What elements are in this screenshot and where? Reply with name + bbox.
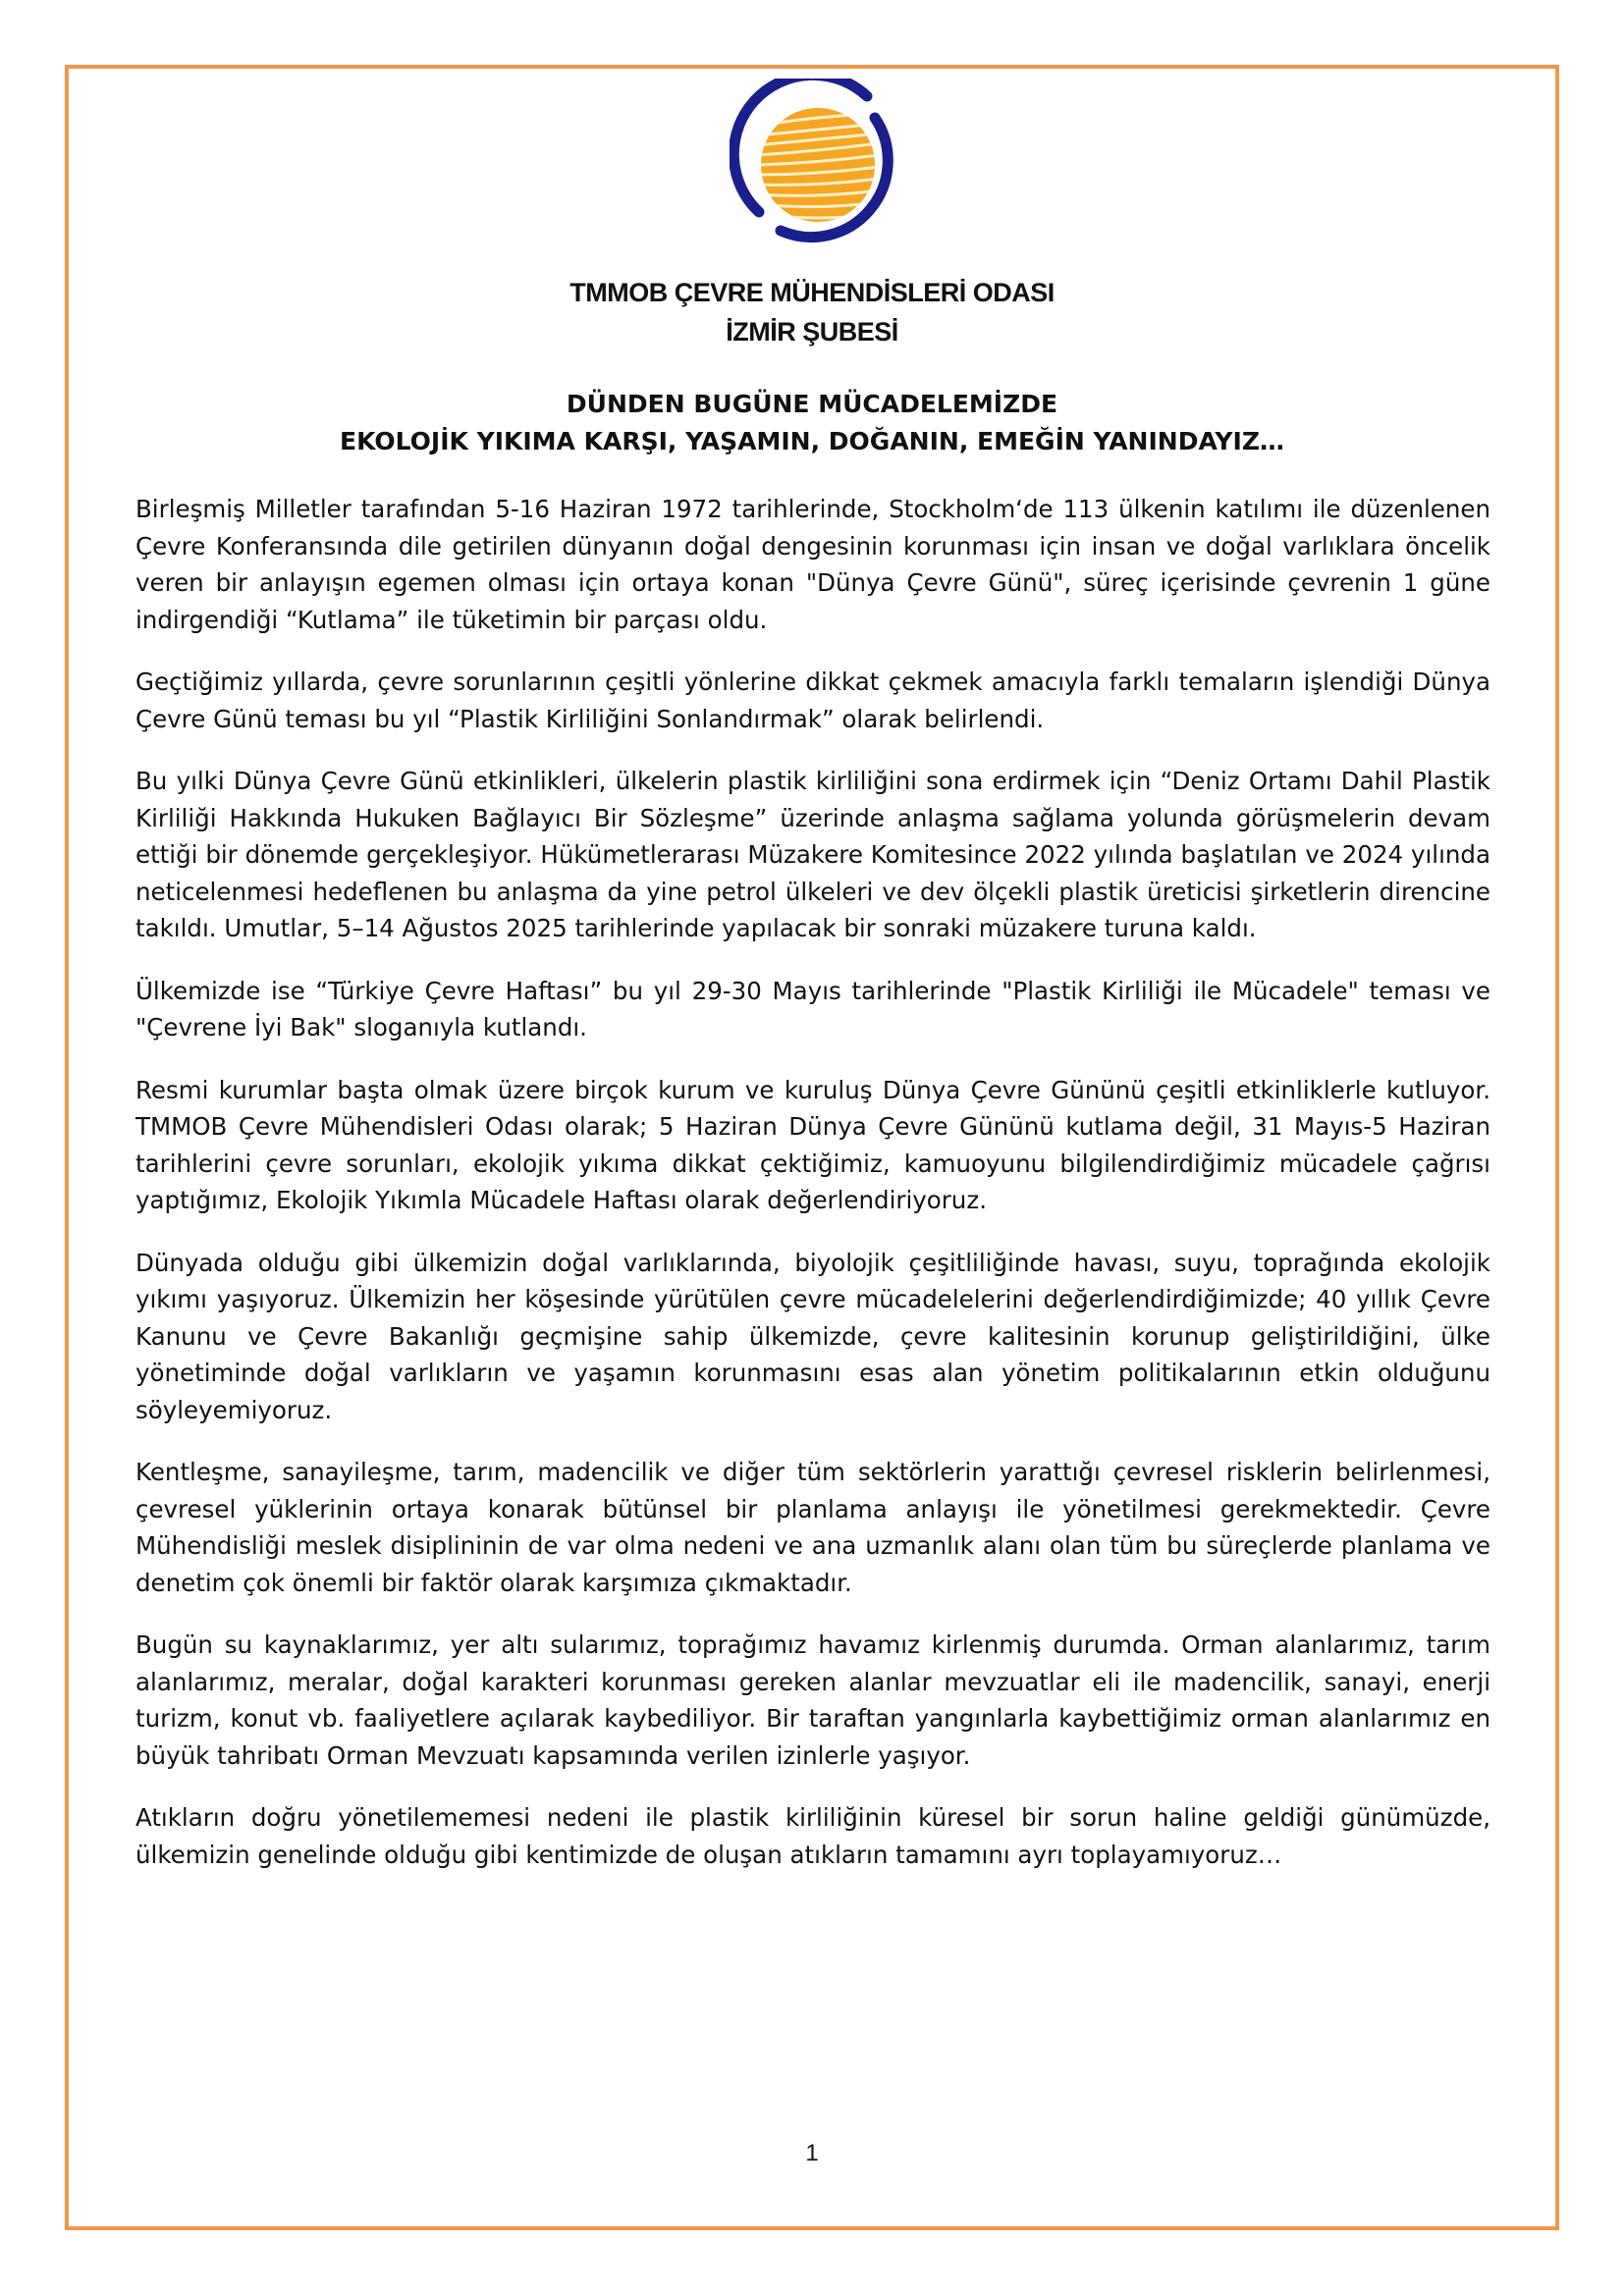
organization-logo	[730, 79, 902, 251]
headline-line-2: EKOLOJİK YIKIMA KARŞI, YAŞAMIN, DOĞANIN, EMEĞİN YANINDAYIZ…	[340, 427, 1284, 455]
paragraph: Bugün su kaynaklarımız, yer altı sularımız, toprağımız havamız kirlenmiş durumda. Orman alanlarımız, tarım alanlarımız, meralar, doğal karakteri korunması gereken alanlar mevzuatlar eli ile madencilik, sanayi, enerji turizm, konut vb. faaliyetlere açılarak kaybediliyor. Bir taraftan yangınlarla kaybettiğimiz orman alanlarımız en büyük tahribatı Orman Mevzuatı kapsamında verilen izinlerle yaşıyor.	[135, 1630, 1490, 1770]
page-number: 1	[805, 2140, 819, 2166]
paragraph: Resmi kurumlar başta olmak üzere birçok kurum ve kuruluş Dünya Çevre Gününü çeşitli etkinliklerle kutluyor. TMMOB Çevre Mühendisleri Odası olarak; 5 Haziran Dünya Çevre Gününü kutlama değil, 31 Mayıs-5 Haziran tarihlerini çevre sorunları, ekolojik yıkıma dikkat çektiğimiz, kamuoyunu bilgilendirdiğimiz mücadele çağrısı yaptığımız, Ekolojik Yıkımla Mücadele Haftası olarak değerlendiriyoruz.	[135, 1075, 1490, 1214]
headline-line-1: DÜNDEN BUGÜNE MÜCADELEMİZDE	[566, 390, 1058, 418]
paragraph: Dünyada olduğu gibi ülkemizin doğal varlıklarında, biyolojik çeşitliliğinde havası, suyu, toprağında ekolojik yıkımı yaşıyoruz. Ülkemizin her köşesinde yürütülen çevre mücadelelerini değerlendirdiğimizde; 40 yıllık Çevre Kanunu ve Çevre Bakanlığı geçmişine sahip ülkemizde, çevre kalitesinin korunup geliştirildiğini, ülke yönetiminde doğal varlıkların ve yaşamın korunmasını esas alan yönetim politikalarının etkin olduğunu söyleyemiyoruz.	[135, 1248, 1490, 1424]
organization-name	[0, 273, 1624, 351]
globe-logo-icon	[730, 79, 902, 251]
document-body	[135, 491, 1490, 1898]
paragraph: Birleşmiş Milletler tarafından 5-16 Haziran 1972 tarihlerinde, Stockholm‘de 113 ülkenin katılımı ile düzenlenen Çevre Konferansında dile getirilen dünyanın doğal dengesinin korunması için insan ve doğal varlıklara öncelik veren bir anlayışın egemen olması için ortaya konan "Dünya Çevre Günü", süreç içerisinde çevrenin 1 güne indirgendiği “Kutlama” ile tüketimin bir parçası oldu.	[135, 495, 1490, 634]
paragraph: Atıkların doğru yönetilememesi nedeni ile plastik kirliliğinin küresel bir sorun haline geldiği günümüzde, ülkemizin genelinde olduğu gibi kentimizde de oluşan atıkların tamamını ayrı toplayamıyoruz…	[135, 1803, 1490, 1869]
organization-line-2: İZMİR ŞUBESİ	[726, 317, 898, 347]
paragraph: Ülkemizde ise “Türkiye Çevre Haftası” bu yıl 29-30 Mayıs tarihlerinde "Plastik Kirliliği ile Mücadele" teması ve "Çevrene İyi Bak" sloganıyla kutlandı.	[135, 976, 1490, 1041]
organization-line-1: TMMOB ÇEVRE MÜHENDİSLERİ ODASI	[569, 278, 1055, 307]
document-headline	[0, 386, 1624, 460]
paragraph: Bu yılki Dünya Çevre Günü etkinlikleri, ülkelerin plastik kirliliğini sona erdirmek için “Deniz Ortamı Dahil Plastik Kirliliği Hakkında Hukuken Bağlayıcı Bir Sözleşme” üzerinde anlaşma sağlama yolunda görüşmelerin devam ettiği bir dönemde gerçekleşiyor. Hükümetlerarası Müzakere Komitesince 2022 yılında başlatılan ve 2024 yılında neticelenmesi hedeflenen bu anlaşma da yine petrol ülkeleri ve dev ölçekli plastik üreticisi şirketlerin direncine takıldı. Umutlar, 5–14 Ağustos 2025 tarihlerinde yapılacak bir sonraki müzakere turuna kaldı.	[135, 767, 1490, 942]
paragraph: Geçtiğimiz yıllarda, çevre sorunlarının çeşitli yönlerine dikkat çekmek amacıyla farklı temaların işlendiği Dünya Çevre Günü teması bu yıl “Plastik Kirliliğini Sonlandırmak” olarak belirlendi.	[135, 667, 1490, 733]
paragraph: Kentleşme, sanayileşme, tarım, madencilik ve diğer tüm sektörlerin yarattığı çevresel risklerin belirlenmesi, çevresel yüklerinin ortaya konarak bütünsel bir planlama anlayışı ile yönetilmesi gerekmektedir. Çevre Mühendisliği meslek disiplininin de var olma nedeni ve ana uzmanlık alanı olan tüm bu süreçlerde planlama ve denetim çok önemli bir faktör olarak karşımıza çıkmaktadır.	[135, 1458, 1490, 1597]
